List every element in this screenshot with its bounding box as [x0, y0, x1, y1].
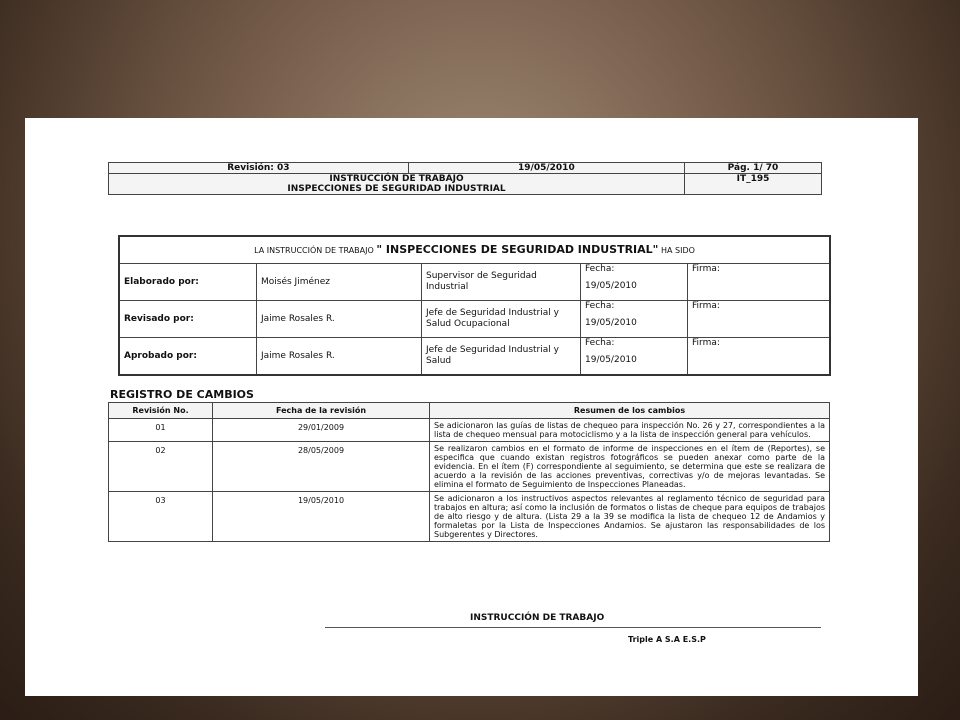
changes-col-summary: Resumen de los cambios	[430, 403, 830, 419]
approval-date: 19/05/2010	[585, 281, 637, 291]
approval-date-cell	[581, 338, 688, 376]
header-date: 19/05/2010	[408, 163, 684, 174]
change-revision: 03	[109, 492, 213, 542]
approval-label: Revisado por:	[119, 301, 257, 338]
approval-intro-suffix: HA SIDO	[660, 246, 695, 255]
change-summary: Se adicionaron a los instructivos aspectos relevantes al reglamento técnico de seguridad para trabajos en altura; así como la inclusión de formatos o listas de cheque para equipos de trabajos de alto riesgo y de altura. (Lista 29 a la 39 se modifica la lista de chequeo 12 de Andamios y formaletas por la Lista de Inspecciones Andamios. Se ajustaron las responsabilidades de los Subgerentes y Directores.	[430, 492, 830, 542]
change-date: 29/01/2009	[213, 419, 430, 442]
approval-intro-prefix: LA INSTRUCCIÓN DE TRABAJO	[254, 246, 374, 255]
change-summary: Se adicionaron las guías de listas de chequeo para inspección No. 26 y 27, correspondientes a la lista de chequeo mensual para motociclismo y a la lista de inspección general para vehículos.	[430, 419, 830, 442]
approval-label: Elaborado por:	[119, 264, 257, 301]
change-date: 19/05/2010	[213, 492, 430, 542]
document-page	[25, 118, 918, 696]
changes-col-date: Fecha de la revisión	[213, 403, 430, 419]
header-doc-type-text: INSTRUCCIÓN DE TRABAJO	[329, 174, 464, 184]
header-page: Pág. 1/ 70	[685, 163, 822, 174]
approval-intro	[119, 236, 830, 264]
changes-table	[108, 402, 830, 542]
header-doc-title: INSPECCIONES DE SEGURIDAD INDUSTRIAL	[287, 184, 506, 194]
change-summary: Se realizaron cambios en el formato de informe de inspecciones en el ítem de (Reportes), se especifica que cuando existan registros fotográficos se pueden anexar como parte de la evidencia. En el ítem (F) correspondiente al seguimiento, se determina que este se realizara de acuerdo a la revisión de las acciones preventivas, correctivas y/o de mejoras levantadas. Se elimina el formato de Seguimiento de Inspecciones Planeadas.	[430, 442, 830, 492]
header-doc-type	[109, 174, 685, 195]
approval-date-label: Fecha:	[585, 301, 615, 311]
change-revision: 01	[109, 419, 213, 442]
change-date: 28/05/2009	[213, 442, 430, 492]
approval-date: 19/05/2010	[585, 355, 637, 365]
approval-signature: Firma:	[688, 338, 831, 376]
table-row	[109, 442, 830, 492]
header-revision: Revisión: 03	[109, 163, 409, 174]
approval-name: Jaime Rosales R.	[257, 338, 422, 376]
approval-row	[119, 301, 830, 338]
approval-name: Jaime Rosales R.	[257, 301, 422, 338]
footer-company: Triple A S.A E.S.P	[628, 635, 706, 644]
approval-date: 19/05/2010	[585, 318, 637, 328]
footer-doc-type: INSTRUCCIÓN DE TRABAJO	[470, 613, 605, 623]
changes-col-revision: Revisión No.	[109, 403, 213, 419]
approval-date-cell	[581, 301, 688, 338]
footer-divider	[325, 627, 821, 628]
approval-role: Jefe de Seguridad Industrial y Salud	[422, 338, 581, 376]
change-revision: 02	[109, 442, 213, 492]
approval-date-label: Fecha:	[585, 338, 615, 348]
approval-row	[119, 264, 830, 301]
approval-date-label: Fecha:	[585, 264, 615, 274]
approval-role: Supervisor de Seguridad Industrial	[422, 264, 581, 301]
approval-role: Jefe de Seguridad Industrial y Salud Ocupacional	[422, 301, 581, 338]
approval-signature: Firma:	[688, 264, 831, 301]
document-header-table	[108, 162, 822, 195]
table-row	[109, 419, 830, 442]
approval-date-cell	[581, 264, 688, 301]
changes-title: REGISTRO DE CAMBIOS	[110, 388, 254, 401]
approval-row	[119, 338, 830, 376]
approval-name: Moisés Jiménez	[257, 264, 422, 301]
table-row	[109, 492, 830, 542]
approval-label: Aprobado por:	[119, 338, 257, 376]
approval-table	[118, 235, 831, 376]
approval-intro-title: " INSPECCIONES DE SEGURIDAD INDUSTRIAL"	[376, 243, 659, 256]
approval-signature: Firma:	[688, 301, 831, 338]
header-code: IT_195	[685, 174, 822, 195]
